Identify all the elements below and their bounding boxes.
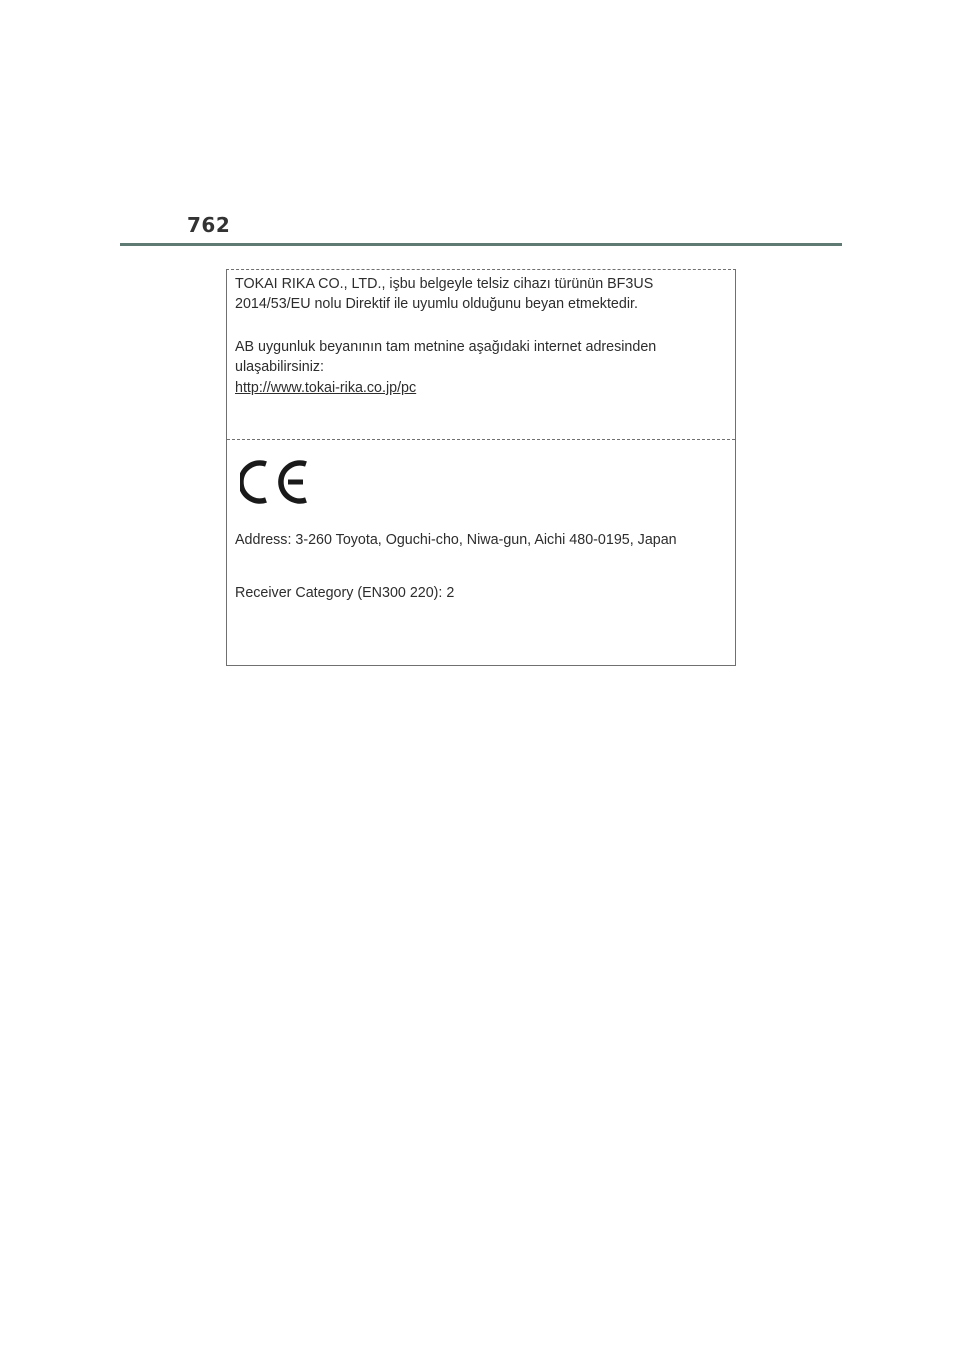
declaration-url-link[interactable]: http://www.tokai-rika.co.jp/pc (235, 380, 417, 396)
header-rule (120, 243, 842, 246)
declaration-line-2: 2014/53/EU nolu Direktif ile uyumlu olduğunu beyan etmektedir. (235, 296, 638, 312)
manufacturer-address: Address: 3-260 Toyota, Oguchi-cho, Niwa-gun, Aichi 480-0195, Japan (235, 532, 677, 548)
declaration-box (226, 269, 736, 666)
page-number: 762 (187, 213, 231, 237)
declaration-line-1: TOKAI RIKA CO., LTD., işbu belgeyle telsiz cihazı türünün BF3US (235, 276, 654, 292)
ce-mark-icon (240, 458, 312, 506)
receiver-category: Receiver Category (EN300 220): 2 (235, 585, 455, 601)
declaration-line-3: AB uygunluk beyanının tam metnine aşağıdaki internet adresinden (235, 339, 657, 355)
declaration-section (227, 270, 735, 440)
declaration-line-4: ulaşabilirsiniz: (235, 359, 324, 375)
